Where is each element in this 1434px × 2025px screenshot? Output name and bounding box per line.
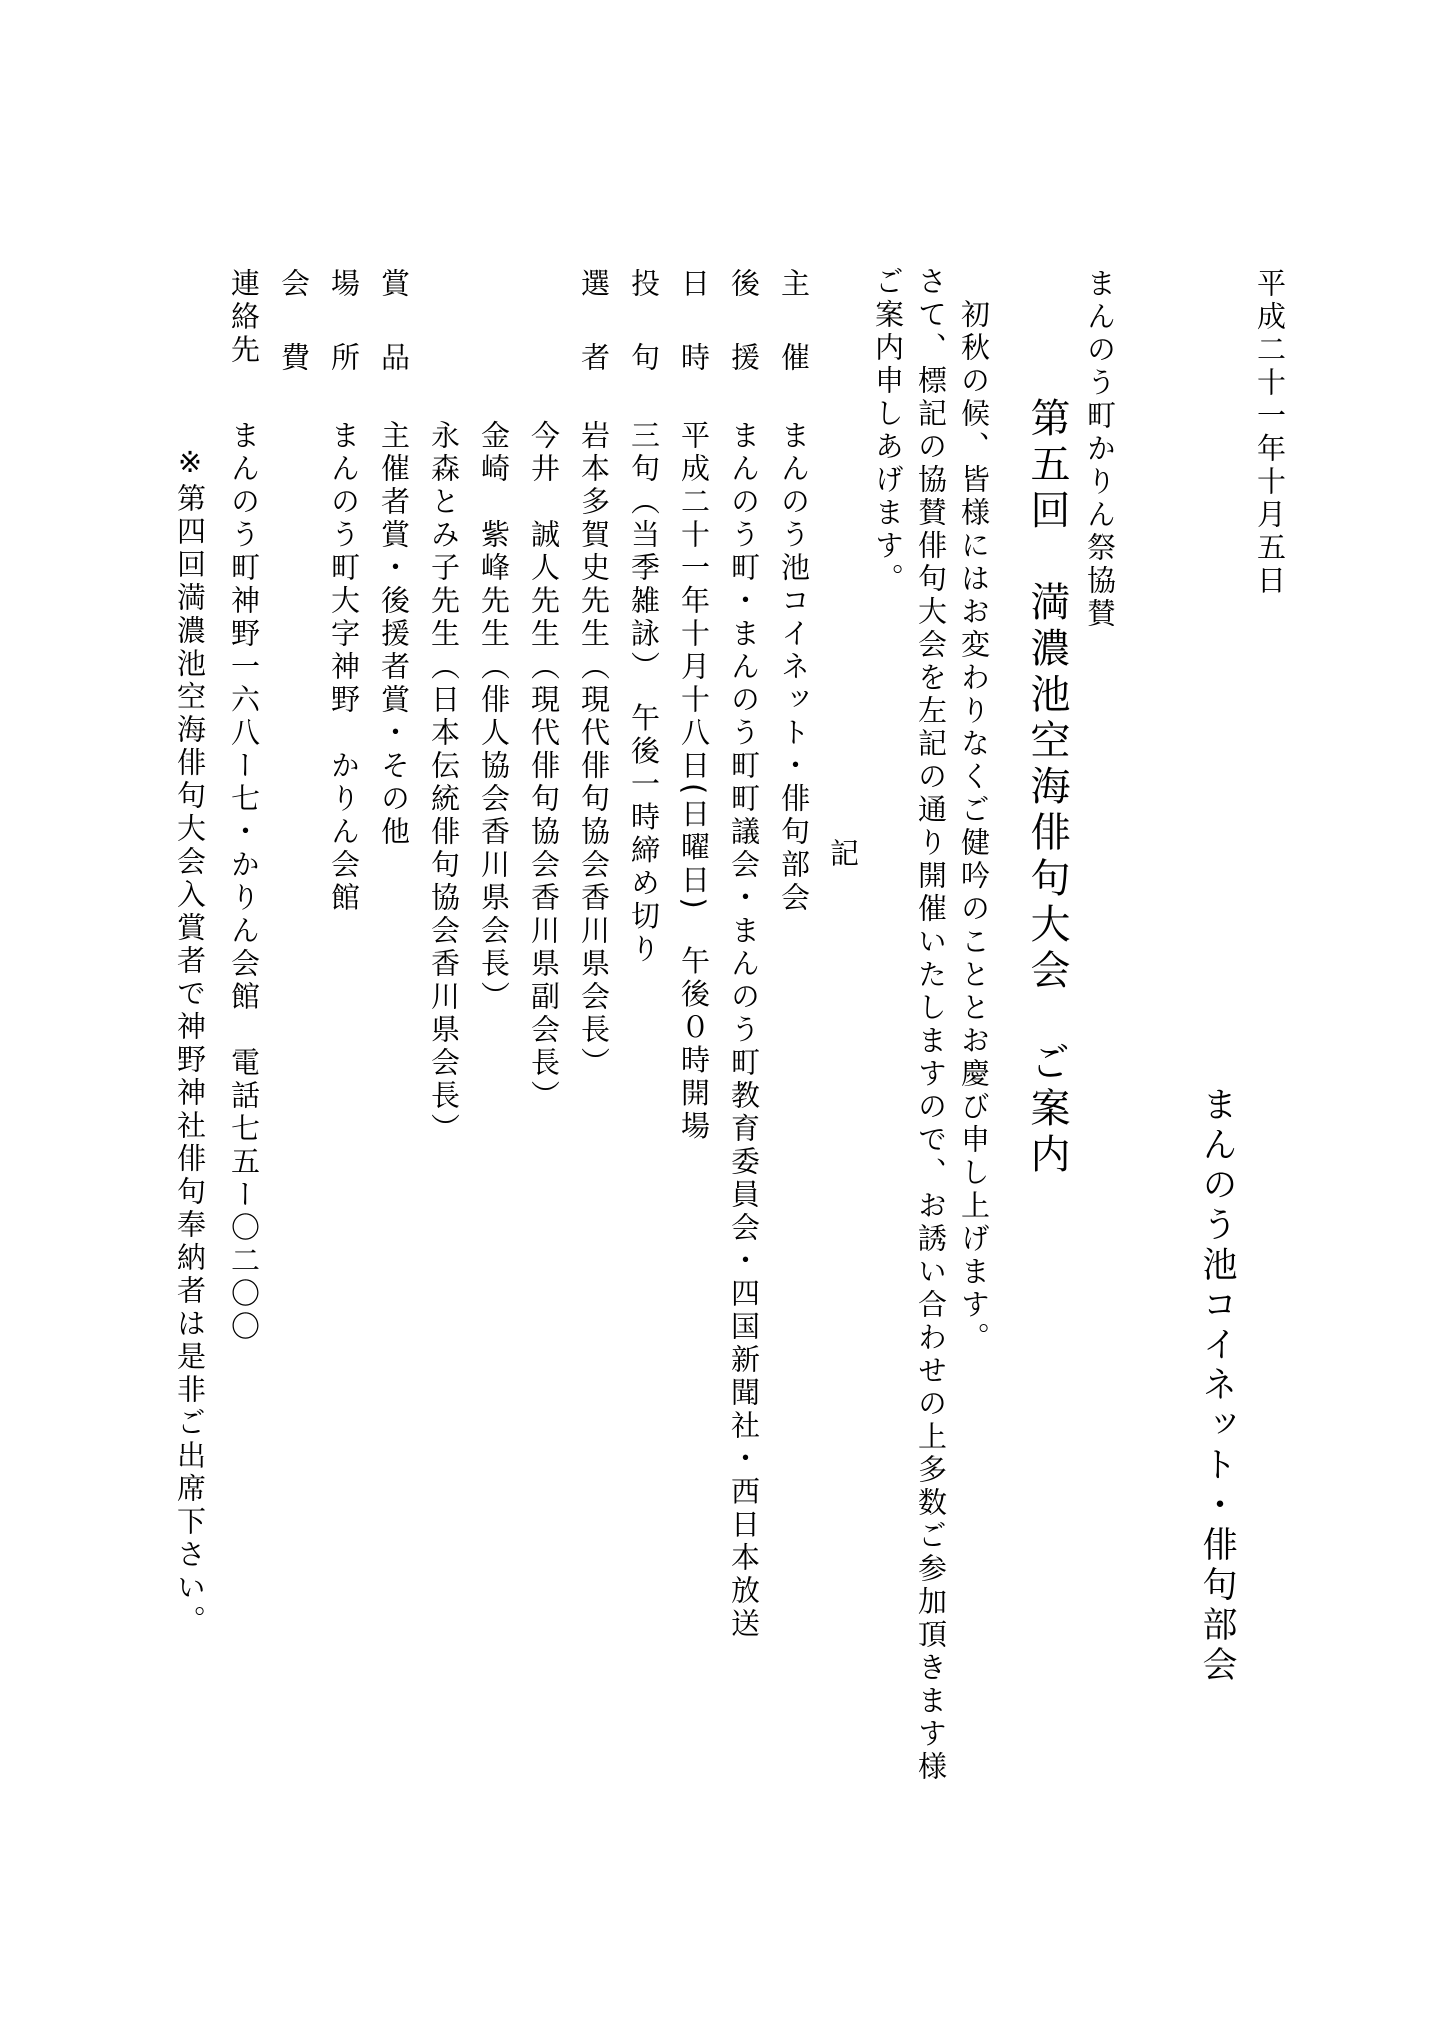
- judge-line-4: 永森とみ子先生（日本伝統俳句協会香川県会長）: [427, 420, 461, 1146]
- detail-label-fee: 会 費: [277, 268, 311, 379]
- detail-value-contact: まんのう町神野一六八ー七・かりん会館 電話七五ー〇二〇〇: [227, 420, 261, 1344]
- body-line-3: ご案内申しあげます。: [871, 266, 905, 596]
- detail-value-venue: まんのう町大字神野 かりん会館: [327, 420, 361, 915]
- body-line-1: 初秋の候、皆様にはお変わりなくご健吟のこととお慶び申し上げます。: [957, 266, 991, 1355]
- detail-value-submission: 三句（当季雑詠） 午後一時締め切り: [627, 420, 661, 967]
- footnote: ※第四回満濃池空海俳句大会入賞者で神野神社俳句奉納者は是非ご出席下さい。: [173, 445, 207, 1638]
- detail-value-prizes: 主催者賞・後援者賞・その他: [377, 420, 411, 849]
- detail-label-datetime: 日 時: [677, 268, 711, 379]
- detail-label-submission: 投 句: [627, 268, 661, 379]
- detail-value-datetime: 平成二十一年十月十八日(日曜日) 午後０時開場: [677, 420, 711, 1144]
- page-title: 第五回 満濃池空海俳句大会 ご案内: [1024, 397, 1070, 1179]
- detail-label-judges: 選 者: [577, 268, 611, 379]
- sponsor-line: まんのう町かりん祭協賛: [1083, 268, 1117, 631]
- detail-label-organizer: 主 催: [777, 268, 811, 379]
- detail-label-venue: 場 所: [327, 268, 361, 379]
- organizer-name: まんのう池コイネット・俳句部会: [1197, 1086, 1237, 1686]
- detail-label-contact: 連絡先: [227, 268, 261, 367]
- document-date: 平成二十一年十月五日: [1253, 268, 1287, 598]
- detail-value-organizer: まんのう池コイネット・俳句部会: [777, 420, 811, 915]
- detail-label-support: 後 援: [727, 268, 761, 379]
- judge-line-3: 金崎 紫峰先生（俳人協会香川県会長）: [477, 420, 511, 1014]
- ki-heading: 記: [826, 838, 860, 871]
- body-line-2: さて、標記の協賛俳句大会を左記の通り開催いたしますので、お誘い合わせの上多数ご参加頂きます様: [914, 266, 948, 1784]
- judge-line-1: 岩本多賀史先生（現代俳句協会香川県会長）: [577, 420, 611, 1080]
- judge-line-2: 今井 誠人先生（現代俳句協会香川県副会長）: [527, 420, 561, 1113]
- detail-label-prizes: 賞 品: [377, 268, 411, 379]
- detail-value-support: まんのう町・まんのう町町議会・まんのう町教育委員会・四国新聞社・西日本放送: [727, 420, 761, 1641]
